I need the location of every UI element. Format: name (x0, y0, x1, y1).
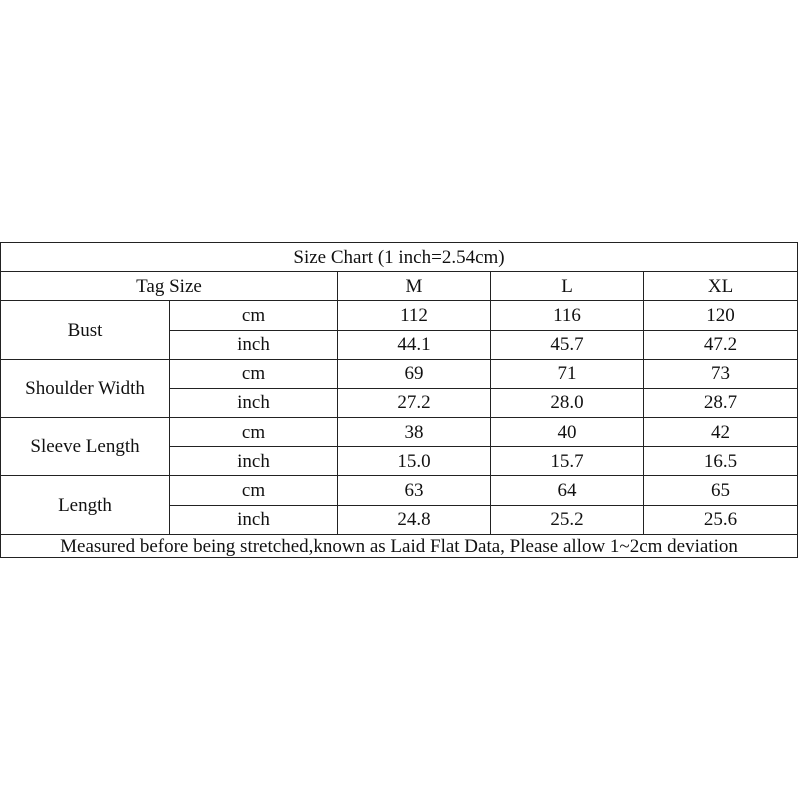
note-row (1, 534, 798, 557)
value-cell: 16.5 (644, 447, 798, 476)
value-cell: 15.7 (491, 447, 644, 476)
unit-cell: cm (170, 301, 338, 330)
value-cell: 42 (644, 418, 798, 447)
value-cell: 120 (644, 301, 798, 330)
size-header-l: L (491, 272, 644, 301)
value-cell: 44.1 (338, 330, 491, 359)
table-row (1, 301, 798, 330)
value-cell: 63 (338, 476, 491, 505)
title-row (1, 243, 798, 272)
value-cell: 45.7 (491, 330, 644, 359)
unit-cell: inch (170, 330, 338, 359)
unit-cell: inch (170, 505, 338, 534)
value-cell: 65 (644, 476, 798, 505)
value-cell: 73 (644, 359, 798, 388)
value-cell: 25.6 (644, 505, 798, 534)
measurement-name: Shoulder Width (1, 359, 170, 417)
measurement-name: Length (1, 476, 170, 534)
value-cell: 112 (338, 301, 491, 330)
header-row (1, 272, 798, 301)
unit-cell: cm (170, 476, 338, 505)
value-cell: 38 (338, 418, 491, 447)
tag-size-header: Tag Size (1, 272, 338, 301)
value-cell: 28.0 (491, 388, 644, 417)
value-cell: 40 (491, 418, 644, 447)
size-chart-table (0, 242, 798, 558)
value-cell: 28.7 (644, 388, 798, 417)
measurement-name: Bust (1, 301, 170, 359)
value-cell: 69 (338, 359, 491, 388)
value-cell: 71 (491, 359, 644, 388)
unit-cell: cm (170, 418, 338, 447)
unit-cell: cm (170, 359, 338, 388)
table-row (1, 418, 798, 447)
value-cell: 15.0 (338, 447, 491, 476)
value-cell: 116 (491, 301, 644, 330)
value-cell: 24.8 (338, 505, 491, 534)
chart-title: Size Chart (1 inch=2.54cm) (1, 243, 798, 272)
table-row (1, 476, 798, 505)
unit-cell: inch (170, 388, 338, 417)
size-header-m: M (338, 272, 491, 301)
table-row (1, 359, 798, 388)
value-cell: 25.2 (491, 505, 644, 534)
measurement-name: Sleeve Length (1, 418, 170, 476)
unit-cell: inch (170, 447, 338, 476)
value-cell: 64 (491, 476, 644, 505)
deviation-note: Measured before being stretched,known as Laid Flat Data, Please allow 1~2cm deviation (1, 534, 798, 557)
size-header-xl: XL (644, 272, 798, 301)
value-cell: 27.2 (338, 388, 491, 417)
value-cell: 47.2 (644, 330, 798, 359)
